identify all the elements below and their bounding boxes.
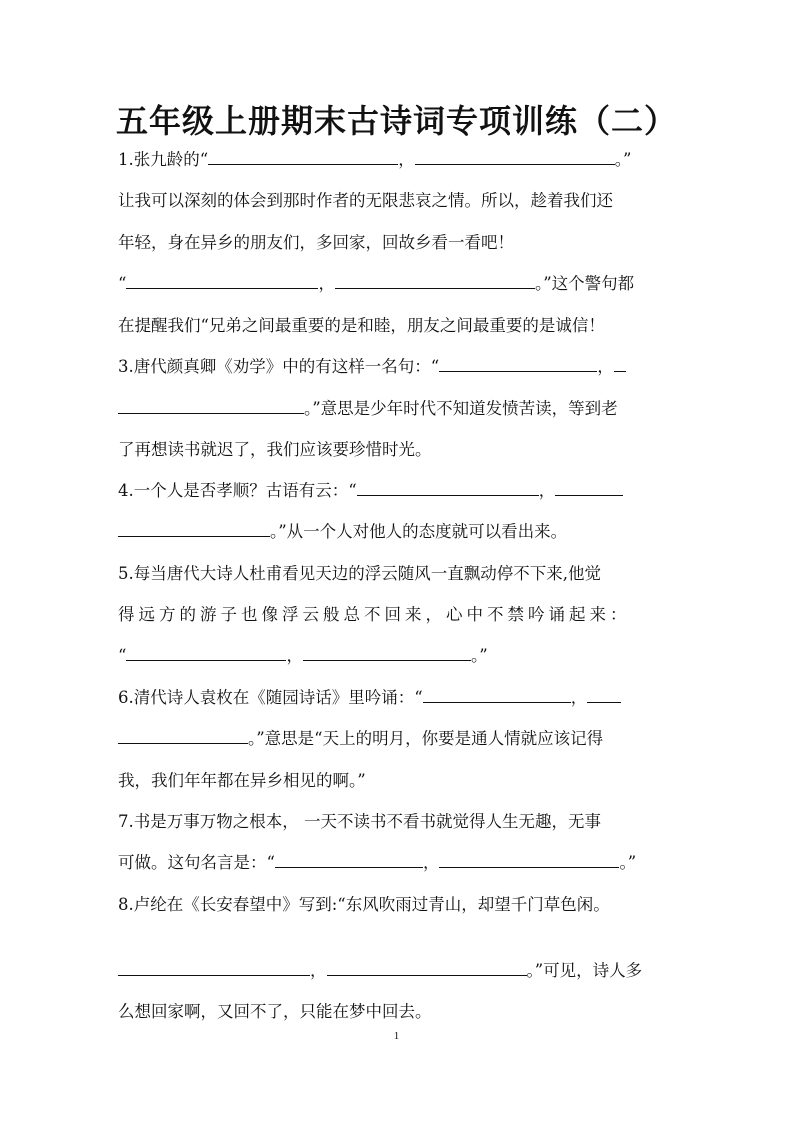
q3-prefix: 3.唐代颜真卿《劝学》中的有这样一名句：“ (118, 357, 440, 376)
q6-comma: ， (570, 688, 588, 707)
q8-line-2 (118, 960, 678, 982)
q3-suffix: 。”意思是少年时代不知道发愤苦读，等到老 (304, 399, 618, 418)
q6-line-1 (118, 687, 678, 709)
q5-suffix: 。” (470, 646, 488, 665)
q3-comma: ， (597, 357, 614, 376)
q4-blank-1[interactable] (357, 480, 539, 496)
q8-line-1: 8.卢纶在《长安春望中》写到:“东风吹雨过青山，却望千门草色闲。 (118, 895, 610, 914)
q4-comma: ， (538, 481, 556, 500)
q4-suffix: 。”从一个人对他人的态度就可以看出来。 (270, 522, 568, 541)
q2-line-2: 在提醒我们“兄弟之间最重要的是和睦，朋友之间最重要的是诚信！ (118, 316, 605, 335)
q5-line-3 (118, 645, 678, 667)
q1-suffix: 。” (614, 150, 632, 169)
q7-prefix: 可做。这句名言是：“ (118, 853, 275, 872)
q3-line-1 (118, 356, 678, 378)
q6-line-2 (118, 728, 678, 750)
q2-blank-1[interactable] (126, 273, 318, 289)
q6-prefix: 6.清代诗人袁枚在《随园诗话》里吟诵：“ (118, 688, 423, 707)
q7-blank-2[interactable] (439, 852, 619, 868)
q6-line-3: 我，我们年年都在异乡相见的啊。” (118, 771, 366, 790)
q5-blank-2[interactable] (303, 645, 471, 661)
q5-line-2: 得远方的游子也像浮云般总不回来，心中不禁吟诵起来： (118, 605, 631, 624)
q7-suffix: 。” (619, 853, 637, 872)
q8-blank-1[interactable] (118, 960, 310, 976)
q6-suffix: 。”意思是“天上的明月，你要是通人情就应该记得 (248, 729, 604, 748)
q6-blank-2[interactable] (118, 728, 248, 744)
q1-prefix: 1.张九龄的“ (118, 150, 209, 169)
q3-line-2 (118, 398, 678, 420)
q2-blank-2[interactable] (335, 273, 535, 289)
q3-line-3: 了再想读书就迟了，我们应该要珍惜时光。 (118, 440, 432, 459)
page-title: 五年级上册期末古诗词专项训练（二） (115, 102, 677, 140)
q1-blank-1[interactable] (208, 149, 398, 165)
q7-comma: ， (422, 853, 440, 872)
q1-line-3: 年轻，身在异乡的朋友们，多回家，回故乡看一看吧！ (118, 233, 514, 252)
q4-line-1 (118, 480, 678, 502)
q2-comma: ， (318, 274, 335, 293)
q7-blank-1[interactable] (275, 852, 423, 868)
q6-blank-1[interactable] (423, 687, 571, 703)
q5-blank-1[interactable] (126, 645, 286, 661)
q6-blank-2a[interactable] (587, 687, 621, 703)
q4-blank-2a[interactable] (555, 480, 623, 496)
q3-blank-2a[interactable] (614, 356, 626, 372)
q5-line-1: 5.每当唐代大诗人杜甫看见天边的浮云随风一直飘动停不下来,他觉 (118, 564, 601, 583)
q1-blank-2[interactable] (415, 149, 615, 165)
q3-blank-2[interactable] (118, 398, 304, 414)
q4-prefix: 4.一个人是否孝顺？古语有云：“ (118, 481, 357, 500)
q2-prefix: “ (118, 274, 127, 293)
page-number: 1 (393, 1030, 400, 1042)
q7-line-1: 7.书是万事万物之根本， 一天不读书不看书就觉得人生无趣，无事 (118, 812, 601, 831)
q4-blank-2[interactable] (118, 521, 270, 537)
q5-comma: ， (286, 646, 303, 665)
q8-blank-2[interactable] (327, 960, 527, 976)
q4-line-2 (118, 521, 678, 543)
q8-suffix: 。”可见，诗人多 (526, 961, 643, 980)
q8-comma: ， (310, 961, 327, 980)
q2-suffix: 。”这个警句都 (534, 274, 635, 293)
q1-line-2: 让我可以深刻的体会到那时作者的无限悲哀之情。所以，趁着我们还 (118, 191, 613, 210)
q1-line-1 (118, 149, 678, 171)
q3-blank-1[interactable] (439, 356, 597, 372)
q8-line-3: 么想回家啊，又回不了，只能在梦中回去。 (118, 1002, 432, 1021)
q2-line-1 (118, 273, 678, 295)
q5-prefix: “ (118, 646, 127, 665)
q1-comma: ， (398, 150, 415, 169)
q7-line-2 (118, 852, 678, 874)
